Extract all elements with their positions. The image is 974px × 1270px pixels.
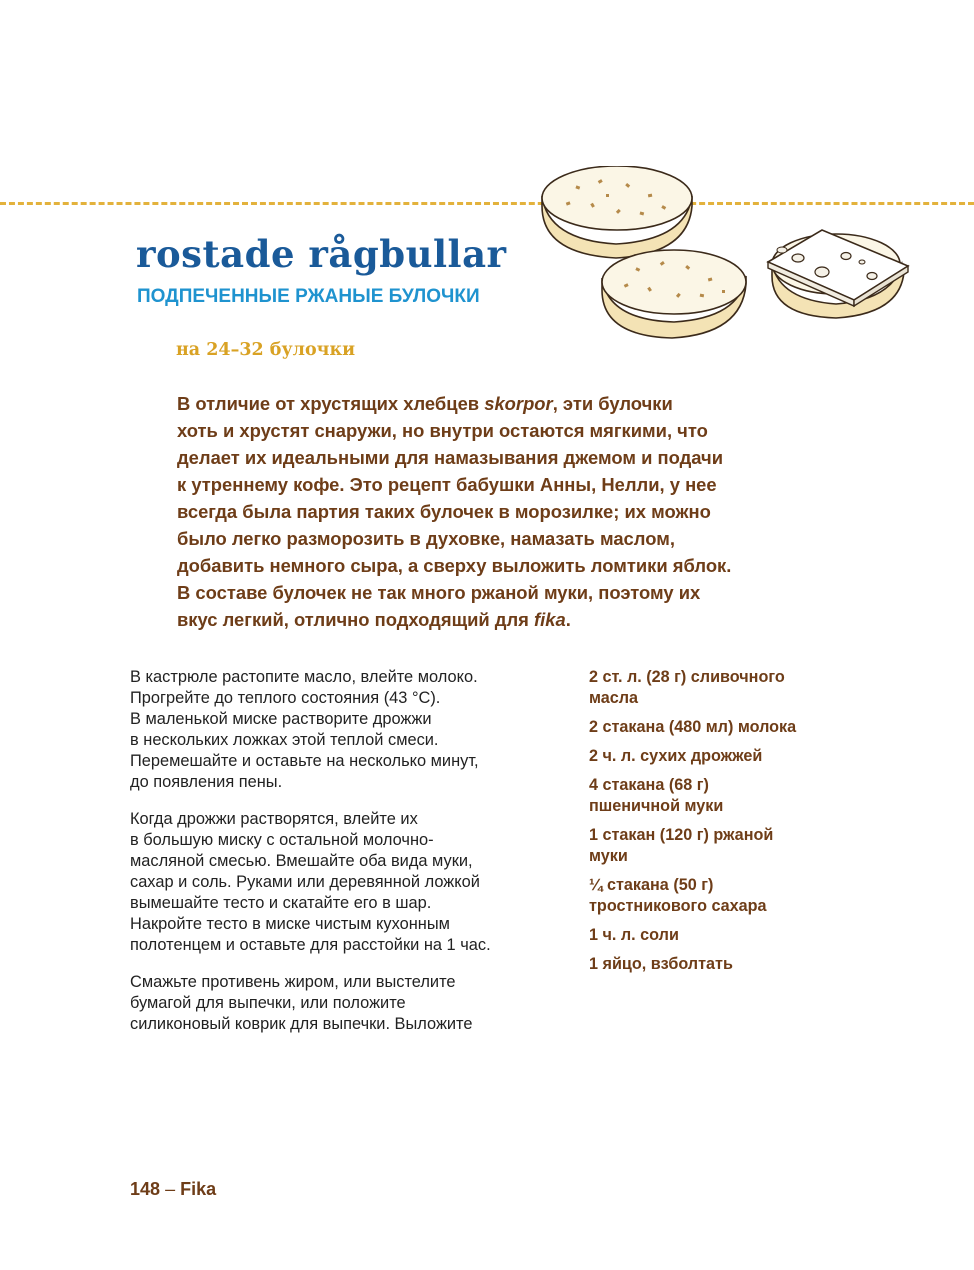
ingredient-item: 2 ст. л. (28 г) сливочного масла <box>589 668 785 707</box>
method-instructions <box>130 667 570 1051</box>
intro-line: хоть и хрустят снаружи, но внутри остаются мягкими, что <box>177 420 708 441</box>
ingredient-item: 1 ч. л. соли <box>589 926 679 944</box>
intro-line: было легко разморозить в духовке, намазать маслом, <box>177 528 675 549</box>
bun-half-bottom <box>602 250 746 338</box>
intro-line: В составе булочек не так много ржаной муки, поэтому их <box>177 582 701 603</box>
ingredient-item: 2 ч. л. сухих дрожжей <box>589 747 763 765</box>
ingredient-item: 2 стакана (480 мл) молока <box>589 718 797 736</box>
bun-half-top <box>542 166 692 258</box>
recipe-yield: на 24–32 булочки <box>176 340 356 360</box>
intro-line: вкус легкий, отлично подходящий для fika. <box>177 609 571 630</box>
ingredient-item: 4 стакана (68 г) пшеничной муки <box>589 776 724 815</box>
rye-buns-illustration <box>536 166 916 346</box>
recipe-title: rostade rågbullar <box>136 232 515 276</box>
method-step: В кастрюле растопите масло, влейте молоко. Прогрейте до теплого состояния (43 °С). В маленькой миске растворите дрожжи в нескольких ложках этой теплой смеси. Перемешайте и оставьте на несколько минут, до появления пены. <box>130 668 479 791</box>
intro-line: к утреннему кофе. Это рецепт бабушки Анны, Нелли, у нее <box>177 474 717 495</box>
recipe-subtitle: ПОДПЕЧЕННЫЕ РЖАНЫЕ БУЛОЧКИ <box>137 286 480 307</box>
ingredient-item: ¼ стакана (50 г) тростникового сахара <box>589 876 767 915</box>
intro-line: делает их идеальными для намазывания джемом и подачи <box>177 447 724 468</box>
intro-line: В отличие от хрустящих хлебцев skorpor, эти булочки <box>177 393 673 414</box>
ingredients-list <box>589 667 869 983</box>
bun-with-cheese <box>768 230 908 318</box>
method-step: Смажьте противень жиром, или выстелите бумагой для выпечки, или положите силиконовый коврик для выпечки. Выложите <box>130 973 473 1033</box>
intro-paragraph <box>177 390 837 633</box>
ingredient-item: 1 стакан (120 г) ржаной муки <box>589 826 774 865</box>
page-number: 148 <box>130 1179 161 1199</box>
footer-separator: – <box>165 1179 176 1199</box>
page-footer <box>130 1179 216 1200</box>
method-step: Когда дрожжи растворятся, влейте их в большую миску с остальной молочно- масляной смесью. Вмешайте оба вида муки, сахар и соль. Руками или деревянной ложкой вымешайте тесто и скатайте его в шар. Накройте тесто в миске чистым кухонным полотенцем и оставьте для расстойки на 1 час. <box>130 810 491 954</box>
intro-line: всегда была партия таких булочек в морозилке; их можно <box>177 501 711 522</box>
ingredient-item: 1 яйцо, взболтать <box>589 955 733 973</box>
intro-line: добавить немного сыра, а сверху выложить ломтики яблок. <box>177 555 732 576</box>
book-title: Fika <box>180 1179 217 1199</box>
